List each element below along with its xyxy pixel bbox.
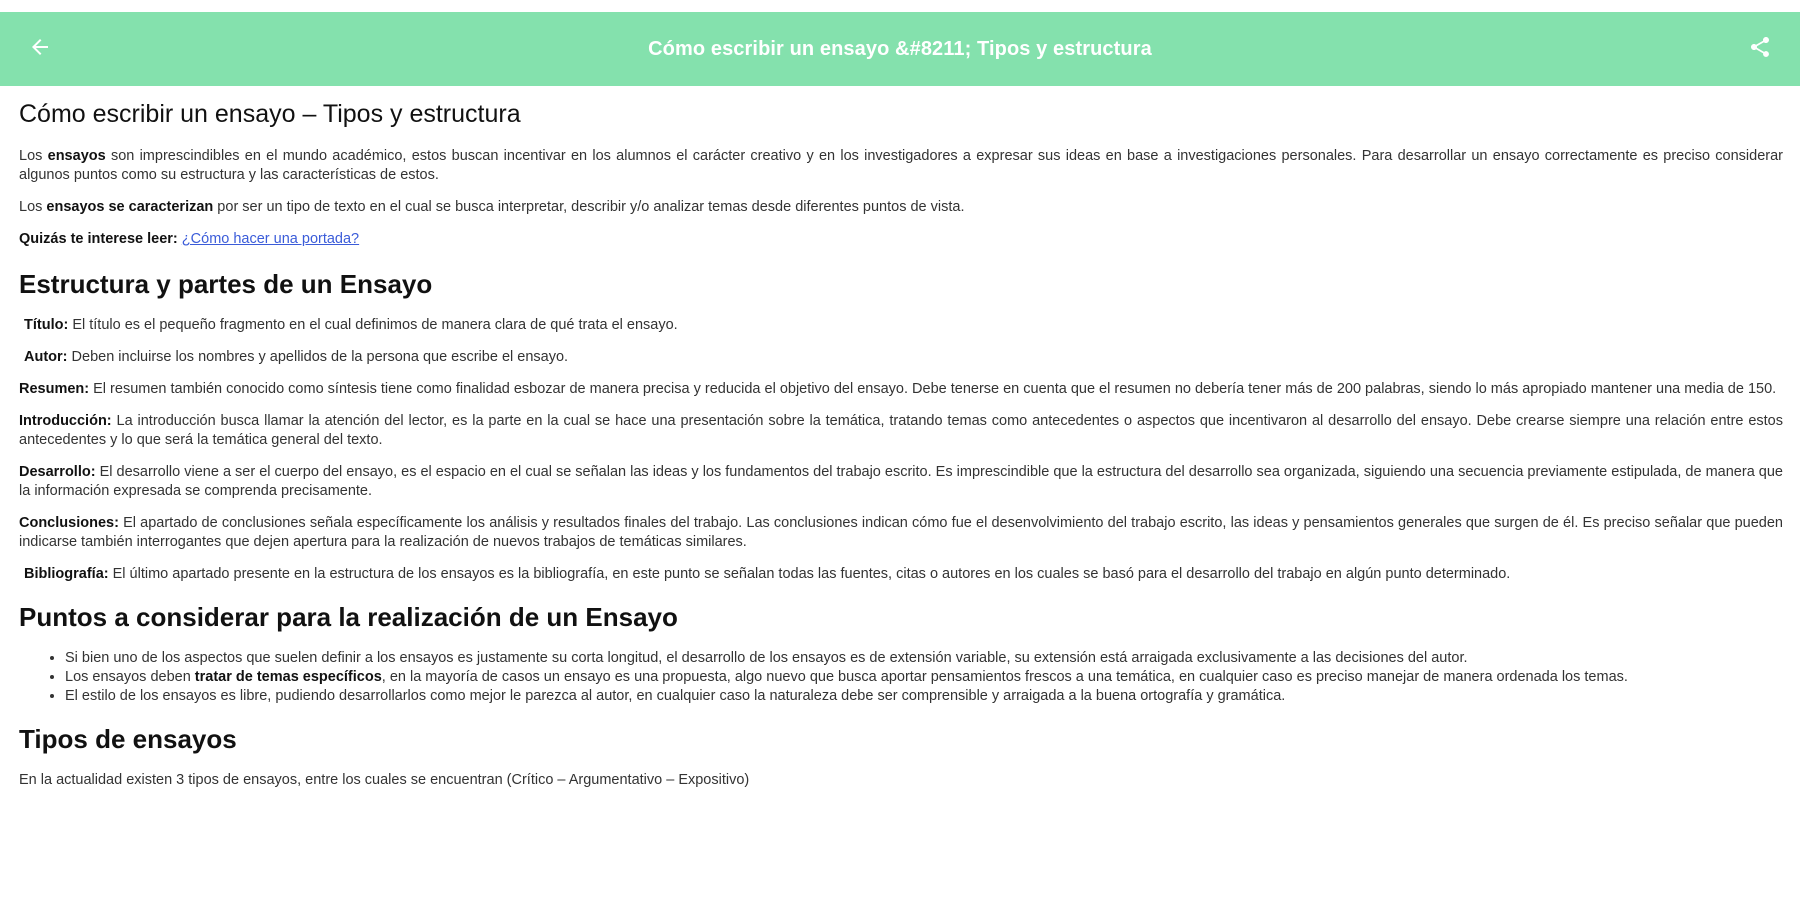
status-strip <box>0 0 1800 12</box>
back-button[interactable] <box>22 31 58 67</box>
bold-text: ensayos se caracterizan <box>46 199 214 215</box>
text-span: Los ensayos deben <box>65 669 195 685</box>
structure-item-summary <box>19 380 1783 399</box>
structure-item-introduction <box>19 412 1783 450</box>
app-bar <box>0 12 1800 86</box>
item-text: El último apartado presente en la estructura de los ensayos es la bibliografía, en este punto se señalan todas las fuentes, citas o autores en los cuales se basó para el desarrollo del trabajo en algún punto determinado. <box>108 566 1511 582</box>
text-span: son imprescindibles en el mundo académico, estos buscan incentivar en los alumnos el carácter creativo y en los investigadores a expresar sus ideas en base a investigaciones personales. Para desarrollar un ensayo correctamente es preciso considerar algunos puntos como su estructura y las características de estos. <box>19 148 1783 183</box>
item-label: Título: <box>24 317 69 333</box>
structure-item-conclusions <box>19 514 1783 552</box>
related-label: Quizás te interese leer: <box>19 231 178 247</box>
item-text: El apartado de conclusiones señala específicamente los análisis y resultados finales del trabajo. Las conclusiones indican cómo fue el desenvolvimiento del trabajo escrito, las ideas y pensamientos generales que surgen de él. Es preciso señalar que pueden indicarse también interrogantes que dejen apertura para la realización de nuevos trabajos de temáticas similares. <box>19 515 1783 550</box>
points-list <box>19 649 1783 706</box>
structure-item-development <box>19 463 1783 501</box>
share-button[interactable] <box>1742 31 1778 67</box>
item-text: Deben incluirse los nombres y apellidos de la persona que escribe el ensayo. <box>67 349 569 365</box>
structure-item-bibliography <box>19 565 1783 584</box>
item-label: Resumen: <box>19 381 90 397</box>
arrow-left-icon <box>28 35 52 64</box>
types-heading: Tipos de ensayos <box>19 724 237 754</box>
item-label: Bibliografía: <box>24 566 109 582</box>
characteristics-paragraph <box>19 198 1783 217</box>
text-span: por ser un tipo de texto en el cual se busca interpretar, describir y/o analizar temas desde diferentes puntos de vista. <box>213 199 965 215</box>
intro-paragraph <box>19 147 1783 185</box>
item-text: La introducción busca llamar la atención del lector, es la parte en la cual se hace una presentación sobre la temática, tratando temas como antecedentes o aspectos que incentivaron al desarrollo del ensayo. Debe crearse siempre una relación entre estos antecedentes y lo que será la temática general del texto. <box>19 413 1783 448</box>
item-label: Desarrollo: <box>19 464 96 480</box>
share-icon <box>1748 35 1772 64</box>
app-bar-title: Cómo escribir un ensayo &#8211; Tipos y estructura <box>648 37 1152 60</box>
text-span: Los <box>19 148 48 164</box>
article-title: Cómo escribir un ensayo – Tipos y estructura <box>19 100 521 128</box>
item-label: Conclusiones: <box>19 515 119 531</box>
cover-page-link[interactable]: ¿Cómo hacer una portada? <box>181 231 360 247</box>
bold-text: tratar de temas específicos <box>194 669 382 685</box>
item-label: Introducción: <box>19 413 112 429</box>
item-text: El desarrollo viene a ser el cuerpo del ensayo, es el espacio en el cual se señalan las ideas y los fundamentos del trabajo escrito. Es imprescindible que la estructura del desarrollo sea organizada, siguiendo una secuencia previamente estipulada, de manera que la información expresada se comprenda precisamente. <box>19 464 1783 499</box>
article-content <box>19 100 1783 803</box>
list-item: • El estilo de los ensayos es libre, pudiendo desarrollarlos como mejor le parezca al autor, en cualquier caso la naturaleza debe ser comprensible y arraigada a la buena ortografía y gramática. <box>65 687 1783 706</box>
item-text: El título es el pequeño fragmento en el cual definimos de manera clara de qué trata el ensayo. <box>68 317 678 333</box>
text-span: , en la mayoría de casos un ensayo es una propuesta, algo nuevo que busca aportar pensamientos frescos a una temática, en cualquier caso es preciso manejar de manera ordenada los temas. <box>381 669 1628 685</box>
points-heading: Puntos a considerar para la realización de un Ensayo <box>19 602 678 632</box>
related-reading <box>19 230 1783 249</box>
structure-item-author <box>19 348 1783 367</box>
list-item: • Si bien uno de los aspectos que suelen definir a los ensayos es justamente su corta longitud, el desarrollo de los ensayos es de extensión variable, su extensión está arraigada exclusivamente a las decisiones del autor. <box>65 649 1783 668</box>
structure-heading: Estructura y partes de un Ensayo <box>19 269 433 299</box>
types-paragraph: En la actualidad existen 3 tipos de ensayos, entre los cuales se encuentran (Crítico – Argumentativo – Expositivo) <box>19 772 750 788</box>
item-label: Autor: <box>24 349 68 365</box>
text-span: Los <box>19 199 47 215</box>
list-item <box>65 668 1783 687</box>
structure-item-title <box>19 316 1783 335</box>
bold-text: ensayos <box>47 148 106 164</box>
item-text: El resumen también conocido como síntesis tiene como finalidad esbozar de manera precisa y reducida el objetivo del ensayo. Debe tenerse en cuenta que el resumen no debería tener más de 200 palabras, siendo lo más apropiado mantener una media de 150. <box>89 381 1777 397</box>
